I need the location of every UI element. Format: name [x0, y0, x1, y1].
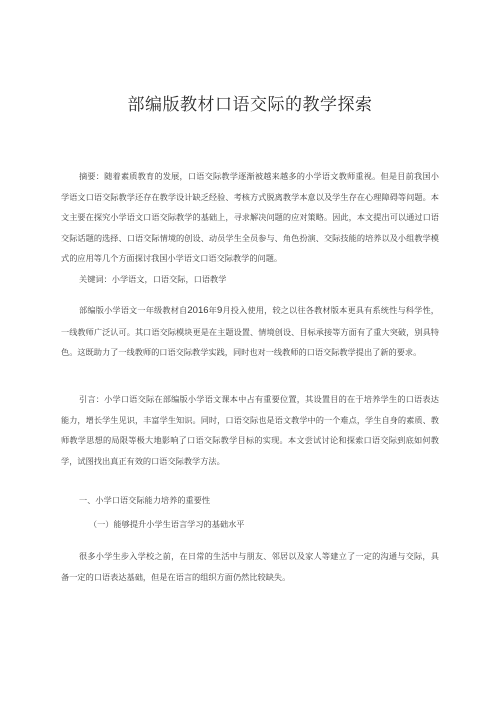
abstract-paragraph: 摘要：随着素质教育的发展，口语交际教学逐渐被越来越多的小学语文教师重视。但是目前我国小学语文口语交际教学还存在教学设计缺乏经验、考核方式脱离教学本意以及学生存在心理障碍等问题。本文主要在探究小学语文口语交际教学的基础上，寻求解决问题的应对策略。因此，本文提出可以通过口语交际话题的选择、口语交际情境的创设、动员学生全员参与、角色扮演、交际技能的培养以及小组教学模式的应用等几个方面探讨我国小学语文口语交际教学的问题。: [61, 171, 439, 263]
intro-text-rest: 月投入使用，较之以往各教材版本更具有系统性与科学性，一线教师广泛认可。其口语交际模块更是在主题设置、情境创设、目标承接等方面有了重大突破，别具特色。这既助力了一线教师的口语交际教学实践，同时也对一线教师的口语交际教学提出了新的要求。: [61, 305, 439, 357]
intro-year: 2016: [187, 305, 209, 316]
introduction-paragraph: [61, 300, 439, 363]
intro-text-year-unit: 年: [208, 305, 217, 315]
intro-month: 9: [217, 305, 223, 316]
preface-paragraph: 引言：小学口语交际在部编版小学语文课本中占有重要位置，其设置目的在于培养学生的口语表达能力，增长学生见识，丰富学生知识。同时，口语交际也是语文教学中的一个难点，学生自身的素质、教师教学思想的局限等极大地影响了口语交际教学目标的实现。本文尝试讨论和探索口语交际到底如何教学，试图找出真正有效的口语交际教学方法。: [61, 394, 439, 466]
subsection-heading-1: （一）能够提升小学生语言学习的基础水平: [88, 519, 245, 529]
document-title: 部编版教材口语交际的教学探索: [127, 95, 373, 115]
keywords-paragraph: 关键词：小学语文，口语交际，口语教学: [79, 274, 227, 284]
intro-text-start: 部编版小学语文一年级教材自: [79, 305, 188, 315]
body-paragraph-1: 很多小学生步入学校之前，在日常的生活中与朋友、邻居以及家人等建立了一定的沟通与交际，具备一定的口语表达基础，但是在语言的组织方面仍然比较缺失。: [61, 551, 439, 582]
section-heading-1: 一、小学口语交际能力培养的重要性: [79, 495, 211, 505]
